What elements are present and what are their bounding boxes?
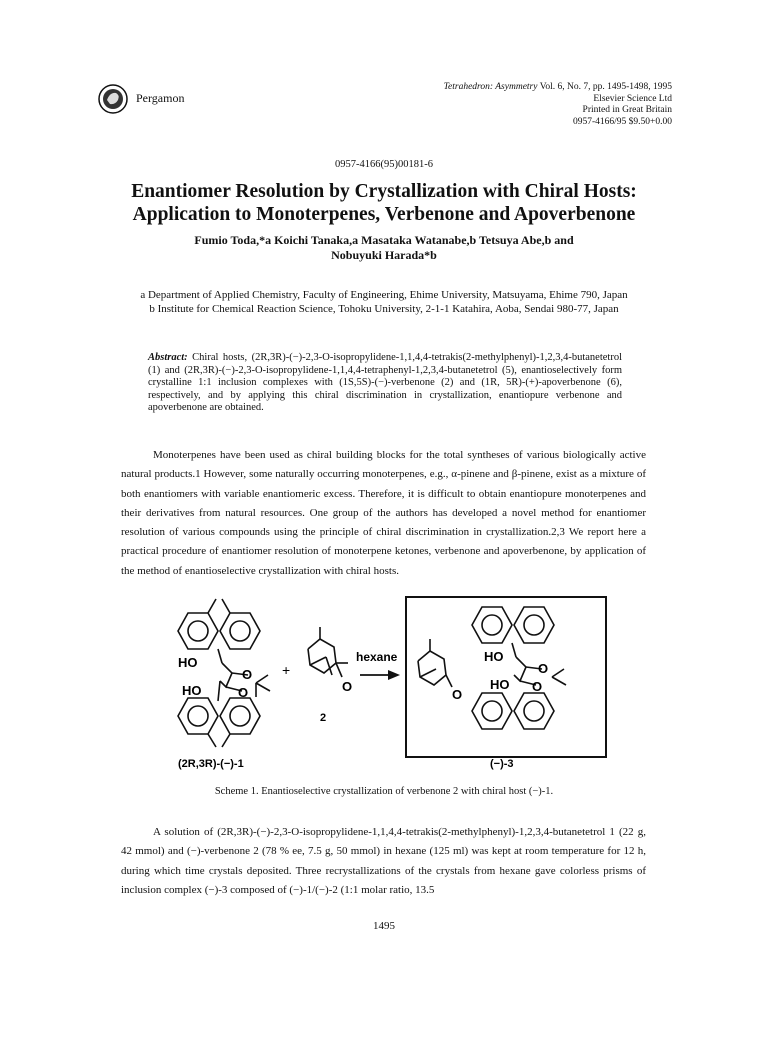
article-title — [80, 180, 688, 226]
host-molecule-structure — [178, 599, 270, 747]
lower-aryl-pair — [178, 698, 260, 747]
journal-info — [372, 82, 672, 128]
journal-name: Tetrahedron: Asymmetry — [443, 82, 538, 92]
journal-citation — [372, 82, 672, 94]
guest-ketone-o: O — [342, 679, 353, 694]
publisher-line: Elsevier Science Ltd — [593, 93, 672, 104]
complex-ring-o-bottom: O — [532, 679, 543, 694]
verbenone-structure — [308, 627, 348, 677]
complex-ho-bottom: HO — [490, 677, 510, 692]
upper-aryl-pair — [178, 599, 260, 649]
scheme-1-figure — [160, 591, 610, 771]
authors-line-2: Nobuyuki Harada*b — [331, 248, 437, 262]
experimental-paragraph: A solution of (2R,3R)-(−)-2,3-O-isopropylidene-1,1,4,4-tetrakis(2-methylphenyl)-1,2,3,4-butanetetrol 1 (22 g, 42 mmol) and (−)-verbenone 2 (78 % ee, 7.5 g, 50 mmol) in hexane (125 ml) was kept at room temperature for 12 h, during which time crystals deposited. Three recrystallizations of the crystals from hexane gave colorless prisms of inclusion complex (−)-3 composed of (−)-1/(−)-2 (1:1 molar ratio, 13.5 — [121, 826, 646, 896]
affiliations — [80, 288, 688, 316]
plus-sign: + — [282, 662, 291, 678]
scheme-caption: Scheme 1. Enantioselective crystallization of verbenone 2 with chiral host (−)-1. — [214, 786, 554, 797]
journal-volume: Vol. 6, No. 7, pp. 1495-1498, 1995 — [539, 82, 672, 92]
pergamon-logo-icon — [98, 84, 128, 114]
page-number: 1495 — [373, 920, 395, 932]
complex-ring-o-top: O — [538, 661, 549, 676]
host-ho-bottom: HO — [182, 683, 202, 698]
abstract-text: Chiral hosts, (2R,3R)-(−)-2,3-O-isopropylidene-1,1,4,4-tetrakis(2-methylphenyl)-1,2,3,4-butanetetrol (1) and (2R,3R)-(−)-2,3-O-isopropylidene-1,1,4,4-tetraphenyl-1,2,3,4-butanetetrol (5), enantioselectively form crystalline 1:1 inclusion complexes with (1S,5S)-(−)-verbenone (2) and (1R, 5R)-(+)-apoverbenone (6), respectively, and by applying this chiral discrimination in crystallization, enantiopure verbenone and apoverbenone are obtained. — [148, 352, 622, 414]
authors-line-1: Fumio Toda,*a Koichi Tanaka,a Masataka Watanabe,b Tetsuya Abe,b and — [194, 233, 574, 247]
complex-label: (−)-3 — [490, 758, 514, 770]
affiliation-b: b Institute for Chemical Reaction Science, Tohoku University, 2-1-1 Katahira, Aoba, Sendai 980-77, Japan — [149, 303, 619, 315]
publisher-name: Pergamon — [136, 91, 185, 105]
printed-line: Printed in Great Britain — [582, 105, 672, 115]
intro-paragraph: Monoterpenes have been used as chiral building blocks for the total syntheses of various biologically active natural products.1 However, some naturally occurring monoterpenes, e.g., α-pinene and β-pinene, exist as a mixture of both enantiomers with variable enantiomeric excess. Therefore, it is difficult to obtain enantiopure monoterpenes and their derivatives from natural resources. One group of the authors has developed a novel method for enantiomer resolution of various compounds using the principle of chiral discrimination in crystallization.2,3 We report here a practical procedure of enantiomer resolution of monoterpene ketones, verbenone and apoverbenone, by application of the method of enantioselective crystallization with chiral hosts. — [121, 449, 646, 577]
author-list — [100, 233, 668, 263]
abstract — [148, 352, 622, 415]
host-label: (2R,3R)-(−)-1 — [178, 758, 244, 770]
title-line-2: Application to Monoterpenes, Verbenone and Apoverbenone — [132, 204, 636, 225]
issn-price: 0957-4166/95 $9.50+0.00 — [572, 116, 672, 127]
complex-ketone-o: O — [452, 687, 463, 702]
host-ring-o-bottom: O — [238, 685, 249, 700]
host-ho-top: HO — [178, 655, 198, 670]
arrow-label: hexane — [356, 650, 398, 664]
host-ring-o-top: O — [242, 667, 253, 682]
title-line-1: Enantiomer Resolution by Crystallization with Chiral Hosts: — [131, 181, 637, 202]
reaction-arrow — [360, 670, 400, 680]
affiliation-a: a Department of Applied Chemistry, Faculty of Engineering, Ehime University, Matsuyama, Ehime 790, Japan — [140, 289, 628, 301]
complex-ho-top: HO — [484, 649, 504, 664]
guest-label: 2 — [320, 712, 327, 724]
doi-line: 0957-4166(95)00181-6 — [335, 159, 433, 170]
abstract-label: Abstract: — [148, 352, 188, 363]
